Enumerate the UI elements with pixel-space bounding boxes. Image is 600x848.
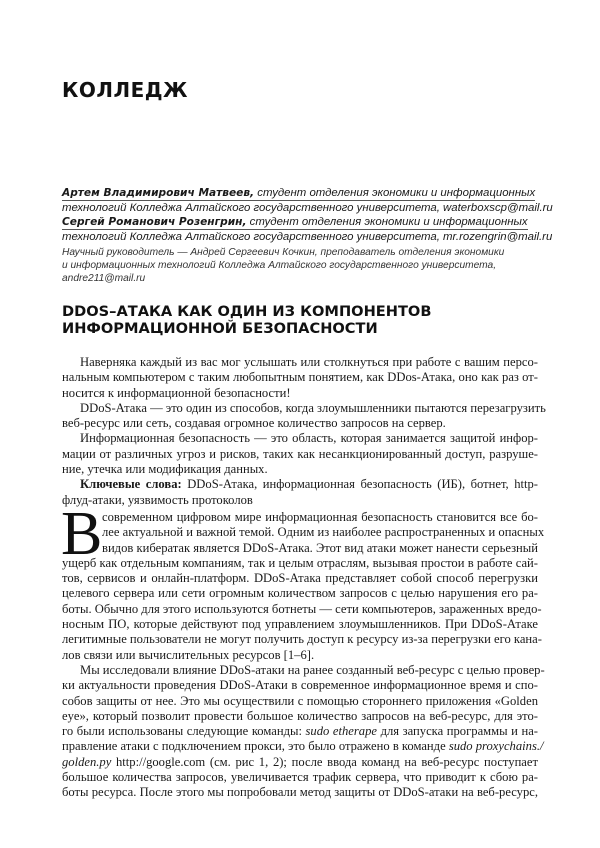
abstract — [62, 355, 538, 508]
body-text: http://google.com (см. рис 1, 2); после ввода команд на веб-ресурс поступает — [111, 755, 538, 769]
body-line: современном цифровом мире информационная безопасность становится все бо- — [102, 510, 538, 525]
author-1-name: Артем Владимирович Матвеев, — [62, 187, 254, 199]
body-line: большое количества запросов, увеличивается трафик сервера, что приводит к сбою ра- — [62, 770, 538, 785]
command-text: sudo proxychains./ — [449, 739, 544, 753]
body-line: ущерб как отдельным компаниям, так и целым отраслям, вызывая простои в работе сай- — [62, 556, 538, 571]
author-2-line-2: технологий Колледжа Алтайского государственного университета, mr.rozengrin@mail.ru — [62, 230, 542, 244]
author-2-affiliation: студент отделения экономики и информационных — [247, 216, 528, 228]
advisor-line: Научный руководитель — Андрей Сергеевич Кочкин, преподаватель отделения экономики — [62, 246, 504, 259]
body-line: тов, сервисов и онлайн-платформ. DDoS-Атака представляет собой способ перегрузки — [62, 571, 538, 586]
abstract-line: Информационная безопасность — это область, которая занимается защитой инфор- — [62, 431, 538, 446]
command-text: golden.py — [62, 755, 111, 769]
advisor-line: и информационных технологий Колледжа Алтайского государственного университета, — [62, 259, 504, 272]
article-title — [62, 303, 431, 337]
body-line: ки актуальности проведения DDoS-Атаки в современное информационное время и спо- — [62, 678, 538, 693]
keywords-line: флуд-атаки, уязвимость протоколов — [62, 493, 538, 508]
abstract-line: DDoS-Атака — это один из способов, когда злоумышленники пытаются перезагрузить — [62, 401, 538, 416]
abstract-line: носится к информационной безопасности! — [62, 386, 538, 401]
section-header: КОЛЛЕДЖ — [62, 78, 188, 102]
keywords-text: DDoS-Атака, информационная безопасность (ИБ), ботнет, http- — [182, 477, 538, 491]
body-line: лов связи или вычислительных ресурсов [1–6]. — [62, 648, 538, 663]
body-text: правление атаки с подключением прокси, это было отражено в команде — [62, 739, 449, 753]
body-text: го были использованы следующие команды: — [62, 724, 306, 738]
author-2-line-1 — [62, 215, 528, 230]
author-2-name: Сергей Романович Розенгрин, — [62, 216, 247, 228]
abstract-line: мации от различных угроз и рисков, таких как несанкционированный доступ, разруше- — [62, 447, 538, 462]
author-1-line-2: технологий Колледжа Алтайского государственного университета, waterboxscp@mail.ru — [62, 201, 542, 215]
body-line: видов кибератак является DDoS-Атака. Этот вид атаки может нанести серьезный — [102, 541, 538, 556]
body-line: Мы исследовали влияние DDoS-атаки на ранее созданный веб-ресурс с целью провер- — [62, 663, 538, 678]
abstract-line: Наверняка каждый из вас мог услышать или столкнуться при работе с вашим персо- — [62, 355, 538, 370]
authors-block — [62, 186, 542, 244]
body-line: eye», который позволит провести большое количество запросов на веб-ресурс, для это- — [62, 709, 538, 724]
body-line: лее актуальной и важной темой. Одним из наиболее распространенных и опасных — [102, 525, 538, 540]
body-line — [62, 724, 538, 739]
main-body — [62, 510, 538, 801]
drop-cap: В — [61, 506, 102, 562]
author-1-line-1 — [62, 186, 535, 201]
keywords-label: Ключевые слова: — [80, 477, 182, 491]
abstract-line: нальным компьютером с таким любопытным понятием, как DDos-Атака, оно как раз от- — [62, 370, 538, 385]
title-line: DDOS–АТАКА КАК ОДИН ИЗ КОМПОНЕНТОВ — [62, 303, 431, 320]
author-1-affiliation: студент отделения экономики и информационных — [254, 187, 535, 199]
command-text: sudo etherape — [306, 724, 377, 738]
advisor-line: andre211@mail.ru — [62, 272, 504, 285]
body-line: боты. Обычно для этого используются ботнеты — сети компьютеров, зараженных вредо- — [62, 602, 538, 617]
title-line: ИНФОРМАЦИОННОЙ БЕЗОПАСНОСТИ — [62, 320, 431, 337]
abstract-line: ние, утечка или модификация данных. — [62, 462, 538, 477]
body-line: боты ресурса. После этого мы попробовали метод защиты от DDoS-атаки на веб-ресурс, — [62, 785, 538, 800]
body-line — [62, 755, 538, 770]
body-line: легитимные пользователи не могут получить доступ к ресурсу из-за перегрузки его кана- — [62, 632, 538, 647]
body-line — [62, 739, 538, 754]
keywords-line — [62, 477, 538, 492]
body-line: целевого сервера или сети огромным количеством запросов с целью нарушения его ра- — [62, 586, 538, 601]
body-line: собов защиты от нее. Это мы осуществили с помощью стороннего приложения «Golden — [62, 694, 538, 709]
body-text: для запуска программы и на- — [377, 724, 538, 738]
advisor-block — [62, 246, 504, 285]
body-line: носным ПО, которые действуют под управлением злоумышленников. При DDoS-Атаке — [62, 617, 538, 632]
abstract-line: веб-ресурс или сеть, создавая огромное количество запросов на сервер. — [62, 416, 538, 431]
